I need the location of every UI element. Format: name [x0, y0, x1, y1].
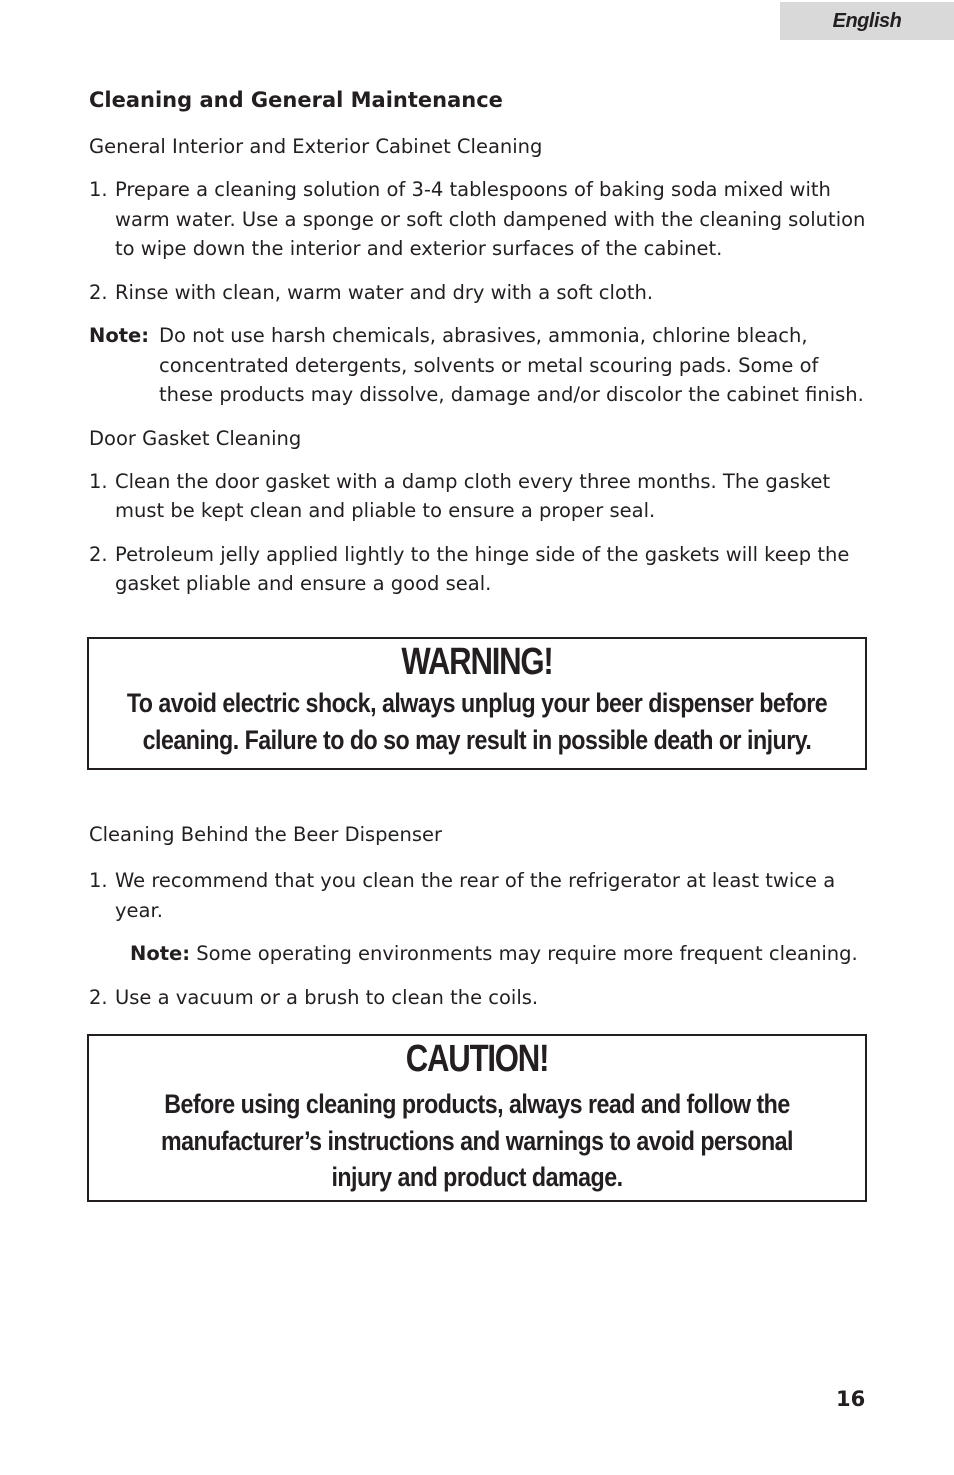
warning-box	[87, 637, 867, 770]
behind-step-2	[89, 983, 869, 1013]
caution-title: CAUTION!	[405, 1038, 549, 1080]
language-tab: English	[780, 2, 954, 40]
caution-box	[87, 1034, 867, 1202]
step-number: 2.	[89, 542, 108, 566]
step-number: 1.	[89, 469, 108, 493]
step-text: Rinse with clean, warm water and dry with a soft cloth.	[115, 280, 654, 304]
step-number: 2.	[89, 280, 108, 304]
section-title: Cleaning and General Maintenance	[89, 88, 503, 112]
behind-section	[89, 820, 869, 1026]
cabinet-step-2	[89, 278, 869, 308]
behind-step-1	[89, 866, 869, 925]
warning-text: To avoid electric shock, always unplug your beer dispenser before cleaning. Failure to do so may result in possible death or injury.	[126, 688, 828, 755]
cabinet-subtitle: General Interior and Exterior Cabinet Cleaning	[89, 135, 543, 158]
gasket-step-2	[89, 540, 869, 599]
behind-subtitle: Cleaning Behind the Beer Dispenser	[89, 823, 443, 846]
gasket-subtitle: Door Gasket Cleaning	[89, 426, 302, 450]
step-text: We recommend that you clean the rear of the refrigerator at least twice a year.	[115, 869, 836, 922]
cabinet-note	[89, 321, 869, 410]
note-text: Do not use harsh chemicals, abrasives, ammonia, chlorine bleach, concentrated detergents, solvents or metal scouring pads. Some of these products may dissolve, damage and/or discolor the cabinet finish.	[159, 324, 864, 406]
step-text: Clean the door gasket with a damp cloth every three months. The gasket must be kept clean and pliable to ensure a proper seal.	[115, 469, 831, 522]
gasket-step-1	[89, 467, 869, 526]
main-content	[89, 86, 869, 613]
step-text: Petroleum jelly applied lightly to the hinge side of the gaskets will keep the gasket pliable and ensure a good seal.	[115, 542, 850, 595]
behind-note	[89, 939, 869, 969]
note-label: Note:	[89, 324, 150, 347]
step-text: Prepare a cleaning solution of 3-4 tablespoons of baking soda mixed with warm water. Use a sponge or soft cloth dampened with the cleaning solution to wipe down the interior and exterior surfaces of the cabinet.	[115, 178, 866, 260]
step-number: 2.	[89, 985, 108, 1009]
step-number: 1.	[89, 869, 108, 892]
warning-title: WARNING!	[401, 641, 553, 683]
step-number: 1.	[89, 178, 108, 201]
step-text: Use a vacuum or a brush to clean the coils.	[115, 985, 539, 1009]
cabinet-step-1	[89, 175, 869, 264]
page-number: 16	[836, 1387, 866, 1411]
caution-text: Before using cleaning products, always read and follow the manufacturer’s instructions and warnings to avoid personal injury and product damage.	[161, 1089, 793, 1192]
note-text: Some operating environments may require more frequent cleaning.	[196, 942, 858, 965]
note-label: Note:	[130, 942, 191, 965]
